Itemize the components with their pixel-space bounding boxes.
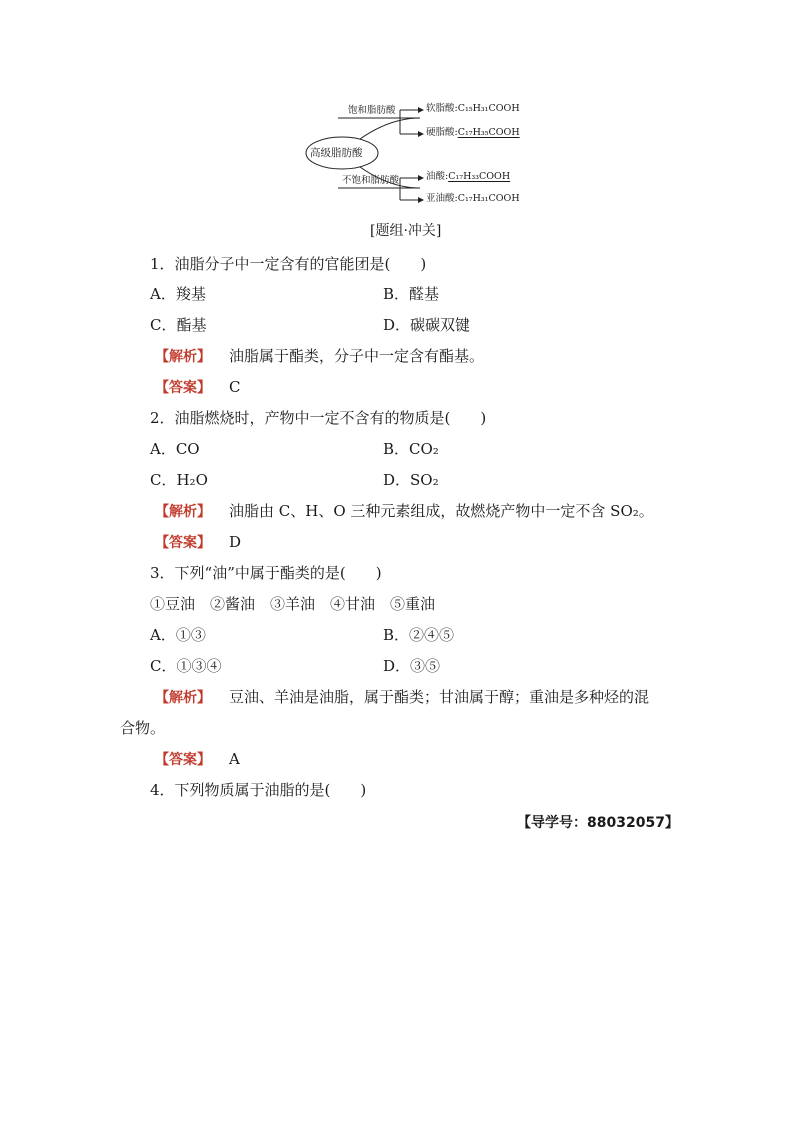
palmitic-acid: 软脂酸:C₁₅H₃₁COOH (426, 103, 520, 114)
q1-analysis: 【解析】 油脂属于酯类，分子中一定含有酯基。 (155, 347, 485, 365)
q1-option-a: A．羧基 (150, 285, 206, 303)
q3-option-b: B．②④⑤ (383, 626, 455, 644)
q4-stem: 4．下列物质属于油脂的是( ) (150, 781, 367, 799)
arrow-stearic (418, 131, 424, 137)
q1-option-c: C．酯基 (150, 316, 207, 334)
answer-tag: 【答案】 (155, 380, 211, 396)
arrow-linoleic (418, 197, 424, 203)
stearic-acid: 硬脂酸:C₁₇H₃₅COOH (426, 127, 520, 138)
q1-option-d: D．碳碳双键 (383, 316, 471, 334)
q1-answer: 【答案】 C (155, 378, 241, 396)
arrow-palmitic (418, 107, 424, 113)
saturated-label: 饱和脂肪酸 (348, 105, 396, 116)
section-header: [题组·冲关] (370, 223, 442, 239)
q2-analysis: 【解析】 油脂由 C、H、O 三种元素组成，故燃烧产物中一定不含 SO₂。 (155, 502, 654, 520)
q2-stem: 2．油脂燃烧时，产物中一定不含有的物质是( ) (150, 409, 487, 427)
q3-analysis-continued: 合物。 (120, 719, 166, 737)
q1-stem: 1．油脂分子中一定含有的官能团是( ) (150, 255, 427, 273)
answer-tag: 【答案】 (155, 752, 211, 768)
linoleic-acid: 亚油酸:C₁₇H₃₁COOH (426, 193, 520, 204)
q3-analysis: 【解析】 豆油、羊油是油脂，属于酯类；甘油属于醇；重油是多种烃的混 (155, 688, 650, 706)
q3-option-d: D．③⑤ (383, 657, 441, 675)
q3-items: ①豆油 ②酱油 ③羊油 ④甘油 ⑤重油 (150, 595, 436, 613)
analysis-tag: 【解析】 (155, 504, 211, 520)
guide-number: 【导学号：88032057】 (517, 815, 679, 831)
q2-answer: 【答案】 D (155, 533, 242, 551)
q3-stem: 3．下列“油”中属于酯类的是( ) (150, 564, 382, 582)
q2-option-b: B．CO₂ (383, 440, 439, 458)
analysis-tag: 【解析】 (155, 349, 211, 365)
q2-option-a: A．CO (150, 440, 200, 458)
unsaturated-label: 不饱和脂肪酸 (342, 175, 400, 186)
q1-option-b: B．醛基 (383, 285, 440, 303)
analysis-tag: 【解析】 (155, 690, 211, 706)
arrow-oleic (418, 175, 424, 181)
connector-saturated (360, 118, 420, 139)
fatty-acid-diagram (290, 92, 550, 214)
root-label: 高级脂肪酸 (310, 147, 363, 159)
q3-answer: 【答案】 A (155, 750, 240, 768)
q2-option-d: D．SO₂ (383, 471, 439, 489)
q3-option-a: A．①③ (150, 626, 206, 644)
q3-option-c: C．①③④ (150, 657, 222, 675)
answer-tag: 【答案】 (155, 535, 211, 551)
q2-option-c: C．H₂O (150, 471, 208, 489)
oleic-acid: 油酸:C₁₇H₃₃COOH (426, 171, 511, 182)
